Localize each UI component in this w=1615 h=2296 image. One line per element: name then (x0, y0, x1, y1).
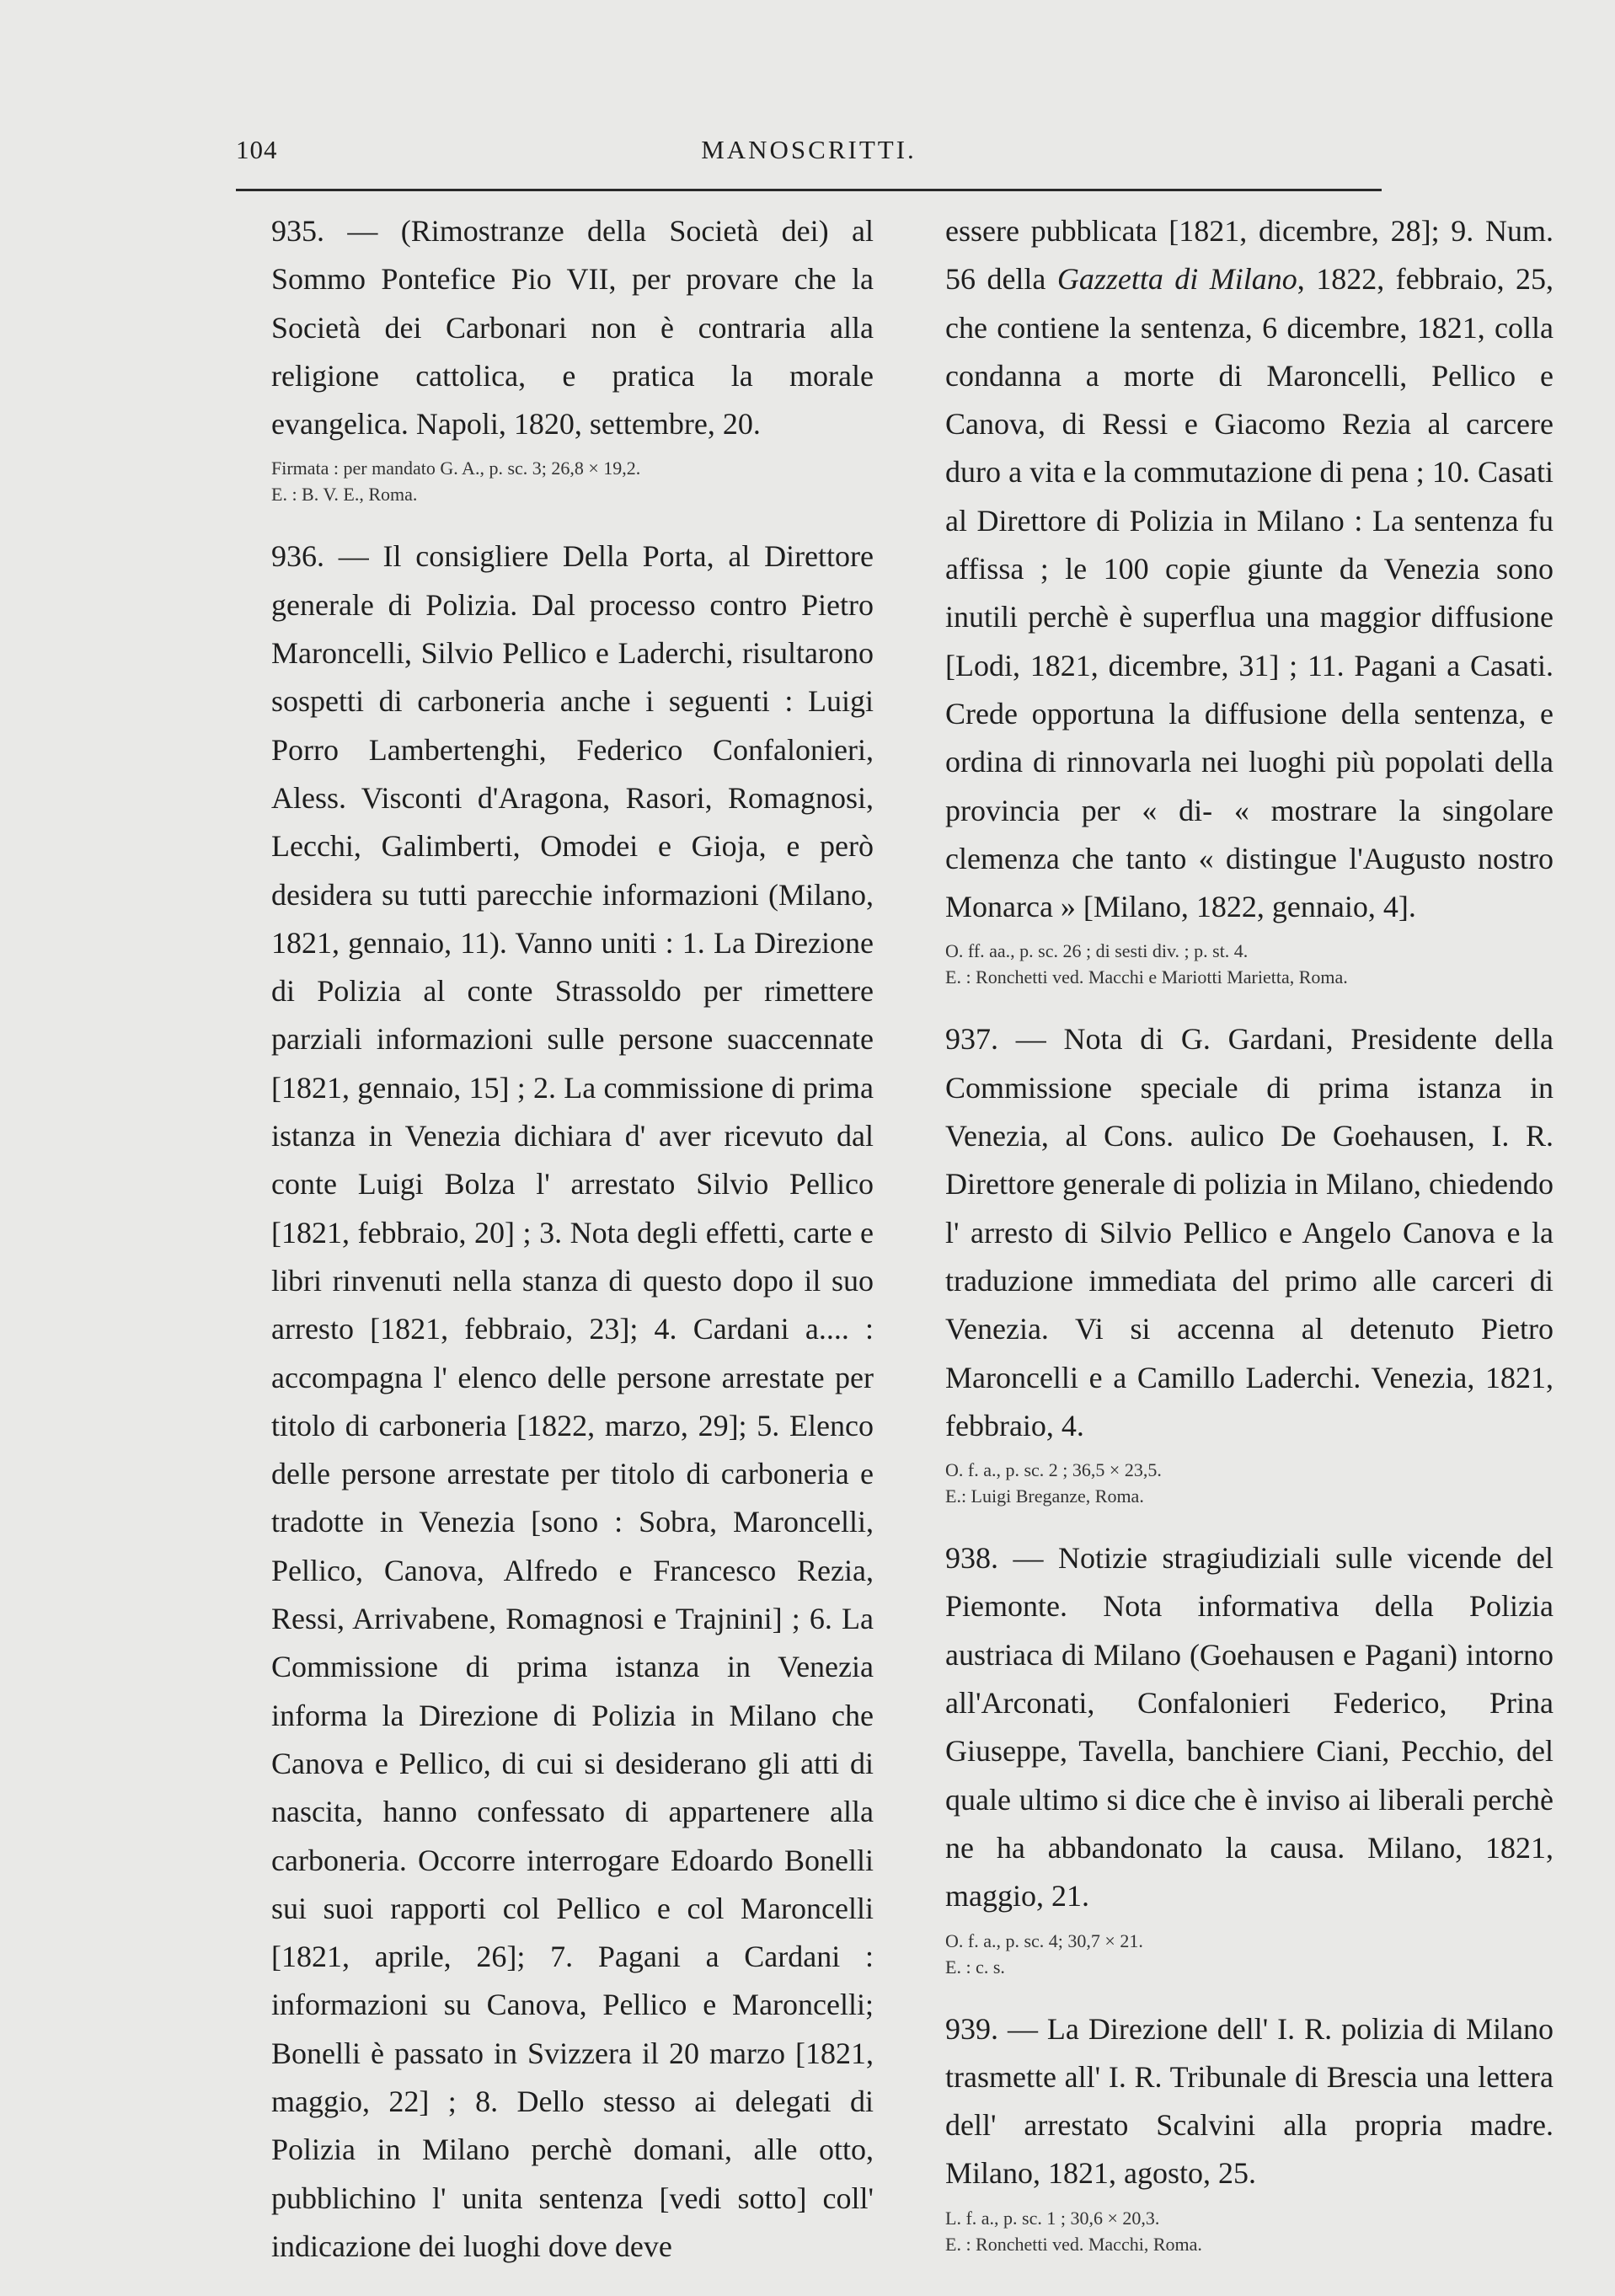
newspaper-title: Gazzetta di Milano (1056, 262, 1297, 297)
entry-meta-owner: E. : Ronchetti ved. Macchi e Mariotti Marietta, Roma. (945, 966, 1348, 988)
entry-text: 936. — Il consigliere Della Porta, al Direttore generale di Polizia. Dal processo contro Pietro Maroncelli, Silvio Pellico e Laderchi, risultarono sospetti di carboneria anche i seguenti : Luigi Porro Lambertenghi, Federico Confalonieri, Aless. Visconti d'Aragona, Rasori, Romagnosi, Lecchi, Galimberti, Omodei e Gioja, e però desidera su tutti parecchie informazioni (Milano, 1821, gennaio, 11). Vanno uniti : 1. La Direzione di Polizia al conte Strassoldo per rimettere parziali informazioni sulle persone suaccennate [1821, gennaio, 15] ; 2. La commissione di prima istanza in Venezia dichiara d' aver ricevuto dal conte Luigi Bolza l' arrestato Silvio Pellico [1821, febbraio, 20] ; 3. Nota degli effetti, carte e libri rinvenuti nella stanza di questo dopo il suo arresto [1821, febbraio, 23]; 4. Cardani a.... : accompagna l' elenco delle persone arrestate per titolo di carboneria [1822, marzo, 29]; 5. Elenco delle persone arrestate per titolo di carboneria e tradotte in Venezia [sono : Sobra, Maroncelli, Pellico, Canova, Alfredo e Francesco Rezia, Ressi, Arrivabene, Romagnosi e Trajnini] ; 6. La Commissione di prima istanza in Venezia informa la Direzione di Polizia in Milano che Canova e Pellico, di cui si desiderano gli atti di nascita, hanno confessato di appartenere alla carboneria. Occorre interrogare Edoardo Bonelli sui suoi rapporti col Pellico e col Maroncelli [1821, aprile, 26]; 7. Pagani a Cardani : informazioni su Canova, Pellico e Maroncelli; Bonelli è passato in Svizzera il 20 marzo [1821, maggio, 22] ; 8. Dello stesso ai delegati di Polizia in Milano perchè domani, alle otto, pubblichino l' unita sentenza [vedi sotto] coll' indicazione dei luoghi dove deve (271, 539, 874, 2263)
running-head: MANOSCRITTI. (701, 135, 917, 164)
entry-text: 939. — La Direzione dell' I. R. polizia di Milano trasmette all' I. R. Tribunale di Brescia una lettera dell' arrestato Scalvini alla propria madre. Milano, 1821, agosto, 25. (945, 2011, 1554, 2191)
entry-meta-description: O. ff. aa., p. sc. 26 ; di sesti div. ; p. st. 4. (945, 940, 1249, 962)
entry-text: 937. — Nota di G. Gardani, Presidente della Commissione speciale di prima istanza in Venezia, al Cons. aulico De Goehausen, I. R. Direttore generale di polizia in Milano, chiedendo l' arresto di Silvio Pellico e Angelo Canova e la traduzione immediata del primo alle carceri di Venezia. Vi si accenna al detenuto Pietro Maroncelli e a Camillo Laderchi. Venezia, 1821, febbraio, 4. (945, 1022, 1554, 1442)
entry-935 (271, 207, 874, 507)
entry-936-continued (945, 207, 1554, 990)
entry-text (945, 207, 1554, 931)
left-column (271, 207, 874, 2296)
entry-936 (271, 533, 874, 2271)
entry-939 (945, 2005, 1554, 2257)
entry-text: 938. — Notizie stragiudiziali sulle vicende del Piemonte. Nota informativa della Polizia austriaca di Milano (Goehausen e Pagani) intorno all'Arconati, Confalonieri Federico, Prina Giuseppe, Tavella, banchiere Ciani, Pecchio, del quale ultimo si dice che è inviso ai liberali perchè ne ha abbandonato la causa. Milano, 1821, maggio, 21. (945, 1541, 1554, 1913)
right-column (945, 207, 1554, 2283)
entry-meta-description: Firmata : per mandato G. A., p. sc. 3; 26,8 × 19,2. (271, 458, 641, 479)
text-segment: essere pubblicata [1821, dicembre, 28]; 9. Num. 56 della (945, 214, 1554, 297)
entry-meta-owner: E.: Luigi Breganze, Roma. (945, 1485, 1144, 1507)
entry-meta-description: O. f. a., p. sc. 4; 30,7 × 21. (945, 1929, 1143, 1951)
text-segment: , 1822, febbraio, 25, che contiene la sentenza, 6 dicembre, 1821, colla condanna a morte di Maroncelli, Pellico e Canova, di Ressi e Giacomo Rezia al carcere duro a vita e la commutazione di pena ; 10. Casati al Direttore di Polizia in Milano : La sentenza fu affissa ; le 100 copie giunte da Venezia sono inutili perchè è superflua una maggior diffusione [Lodi, 1821, dicembre, 31] ; 11. Pagani a Casati. Crede opportuna la diffusione della sentenza, e ordina di rinnovarla nei luoghi più popolati della provincia per « di- « mostrare la singolare clemenza che tanto « distingue l'Augusto nostro Monarca » [Milano, 1822, gennaio, 4]. (945, 262, 1554, 924)
entry-meta-description: O. f. a., p. sc. 2 ; 36,5 × 23,5. (945, 1459, 1162, 1481)
entry-text: 935. — (Rimostranze della Società dei) al Sommo Pontefice Pio VII, per provare che la Società dei Carbonari non è contraria alla religione cattolica, e pratica la morale evangelica. Napoli, 1820, settembre, 20. (271, 214, 874, 442)
entry-937 (945, 1015, 1554, 1509)
entry-938 (945, 1534, 1554, 1979)
header-rule (236, 189, 1382, 191)
page-number: 104 (236, 135, 278, 164)
entry-meta-description: L. f. a., p. sc. 1 ; 30,6 × 20,3. (945, 2207, 1160, 2229)
entry-meta-owner: E. : B. V. E., Roma. (271, 484, 418, 506)
page-header (236, 135, 1382, 185)
entry-meta-owner: E. : Ronchetti ved. Macchi, Roma. (945, 2233, 1202, 2255)
entry-meta-owner: E. : c. s. (945, 1956, 1005, 1978)
